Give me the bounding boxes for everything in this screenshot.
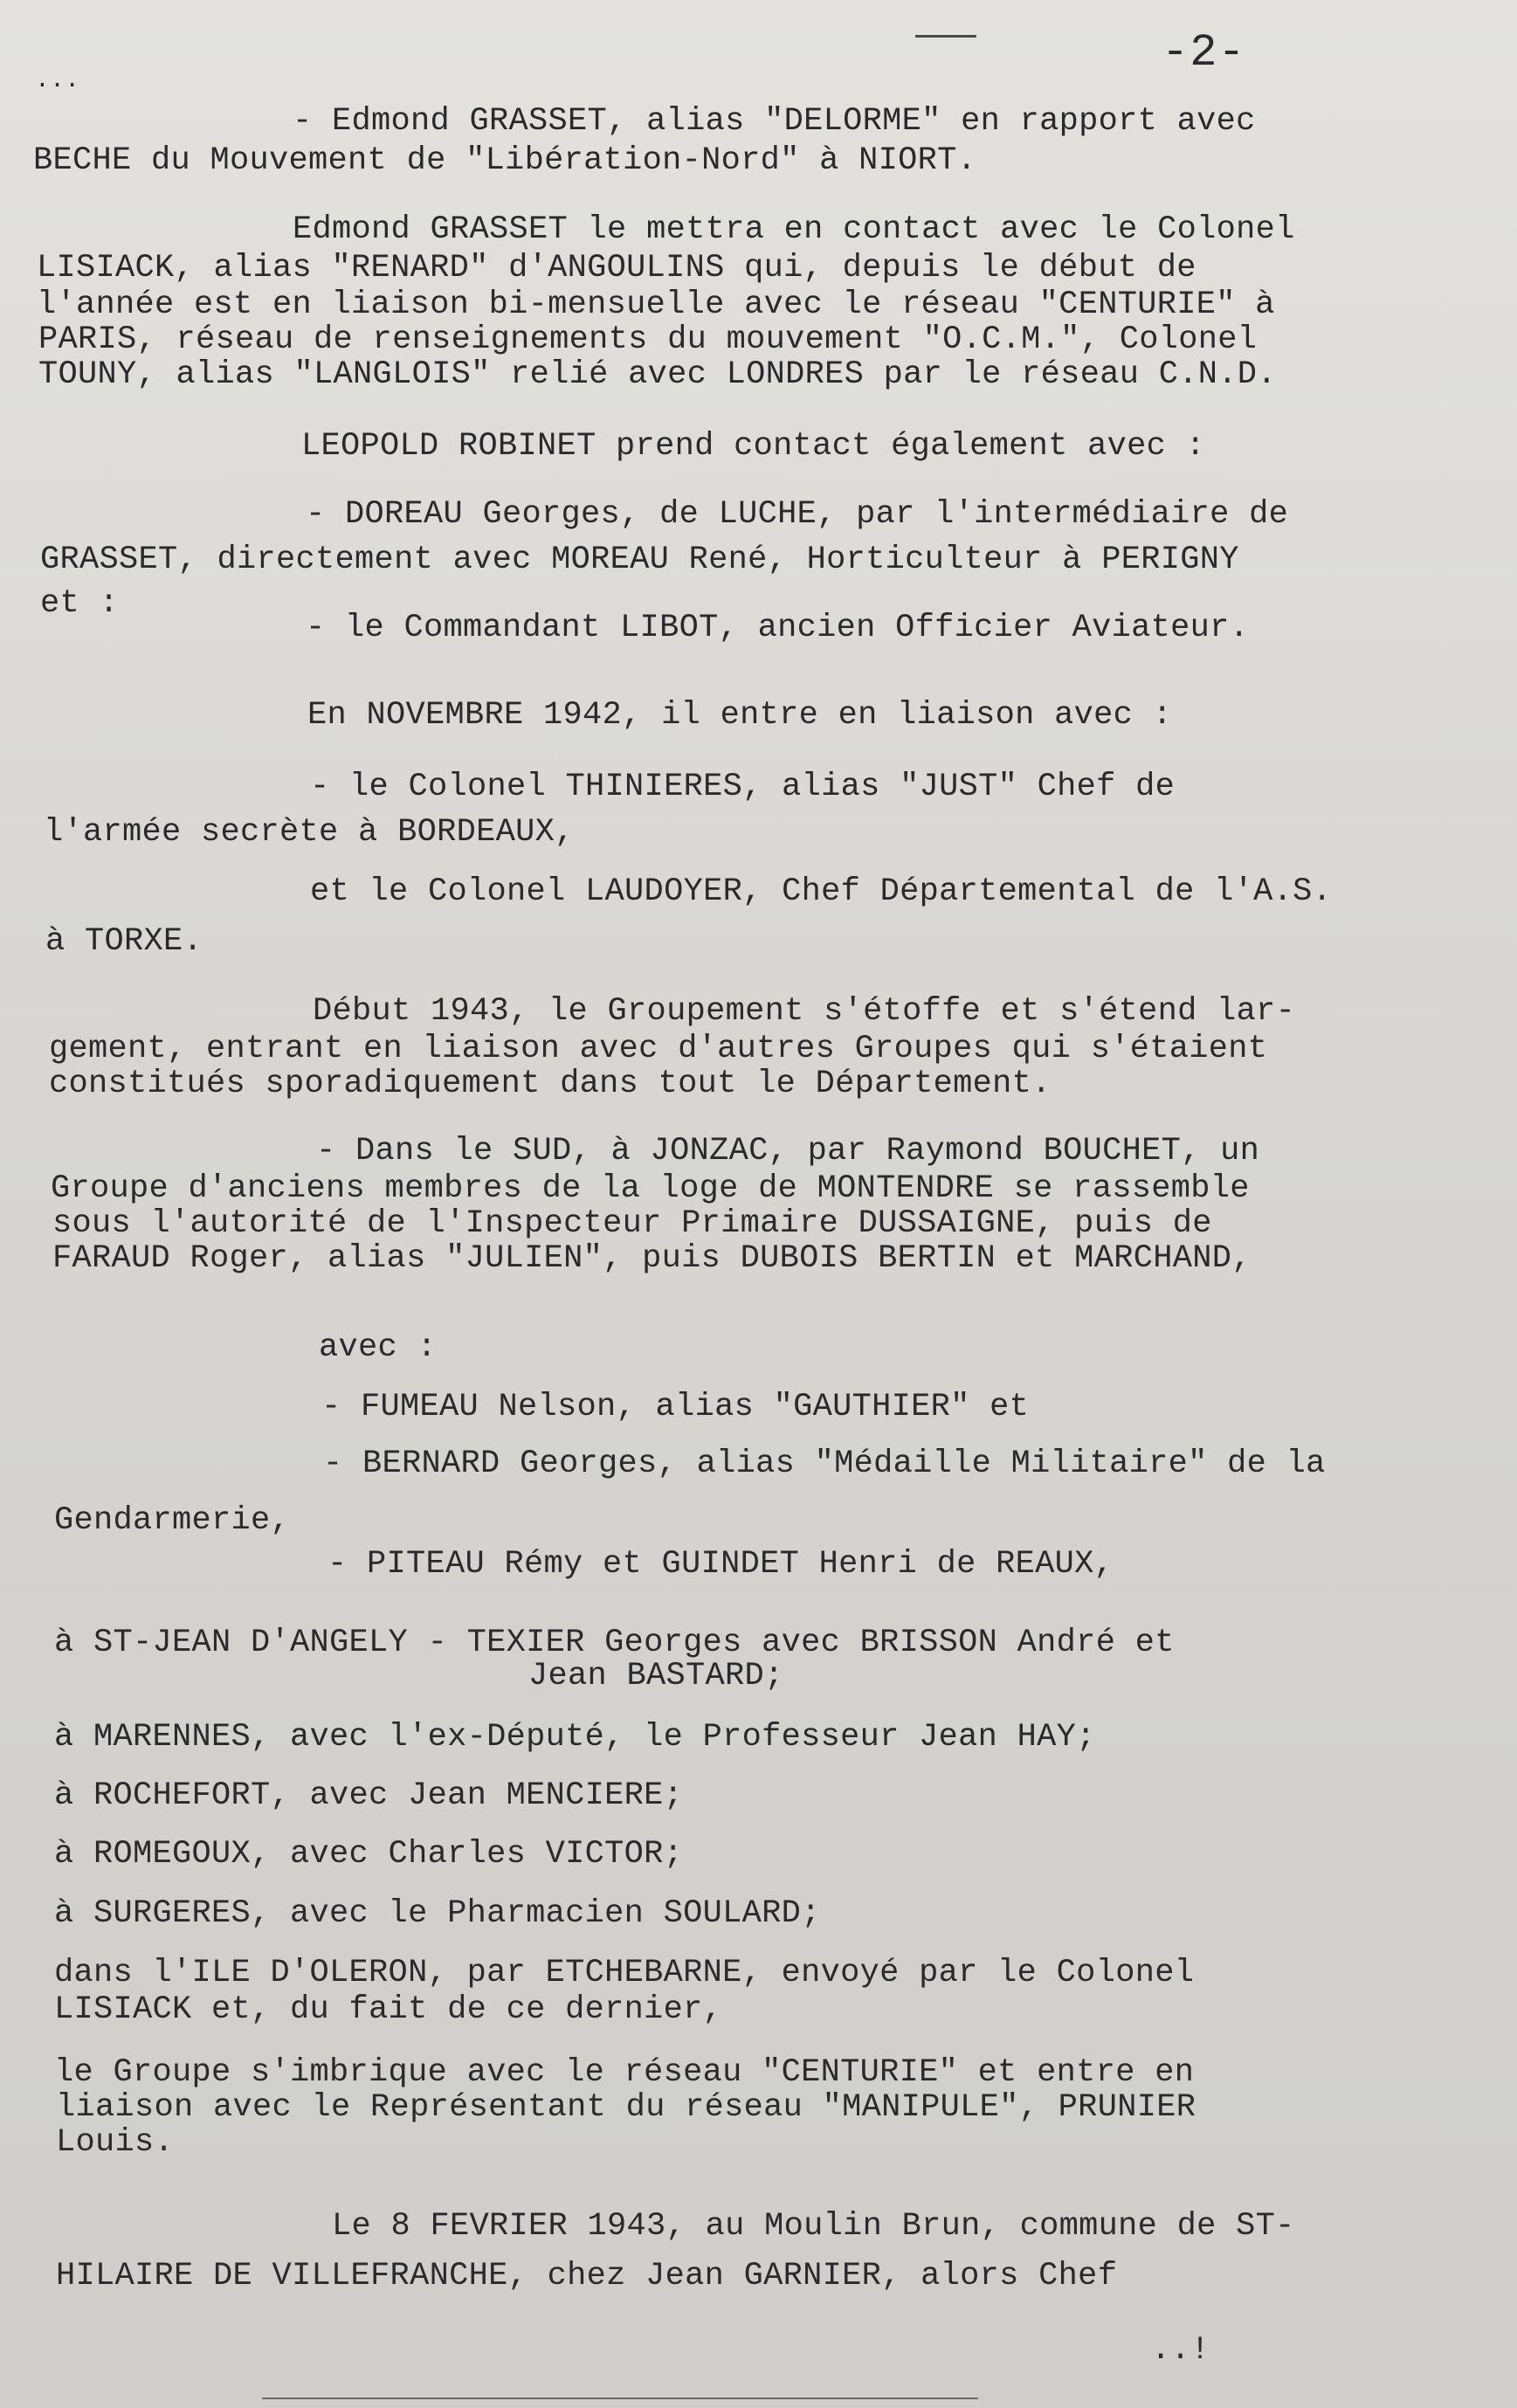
- text-line: Jean BASTARD;: [528, 1658, 784, 1694]
- text-line: - DOREAU Georges, de LUCHE, par l'intermédiaire de: [306, 496, 1289, 533]
- text-line: le Groupe s'imbrique avec le réseau "CENTURIE" et entre en: [54, 2054, 1195, 2091]
- text-line: PARIS, réseau de renseignements du mouvement "O.C.M.", Colonel: [38, 321, 1258, 358]
- text-line: avec :: [319, 1329, 438, 1366]
- text-line: à ROMEGOUX, avec Charles VICTOR;: [54, 1836, 684, 1873]
- text-line: - le Colonel THINIERES, alias "JUST" Chef de: [310, 769, 1176, 805]
- text-line: En NOVEMBRE 1942, il entre en liaison avec :: [307, 697, 1173, 734]
- text-line: gement, entrant en liaison avec d'autres Groupes qui s'étaient: [49, 1031, 1268, 1067]
- text-line: LISIACK, alias "RENARD" d'ANGOULINS qui, depuis le début de: [37, 250, 1196, 286]
- text-line: sous l'autorité de l'Inspecteur Primaire DUSSAIGNE, puis de: [52, 1205, 1212, 1242]
- text-line: Le 8 FEVRIER 1943, au Moulin Brun, commune de ST-: [332, 2208, 1295, 2245]
- text-line: - Edmond GRASSET, alias "DELORME" en rapport avec: [293, 103, 1256, 140]
- text-line: à MARENNES, avec l'ex-Député, le Professeur Jean HAY;: [54, 1719, 1096, 1756]
- text-line: FARAUD Roger, alias "JULIEN", puis DUBOIS BERTIN et MARCHAND,: [52, 1240, 1252, 1277]
- continuation-mark: ..!: [1151, 2332, 1210, 2369]
- text-line: - le Commandant LIBOT, ancien Officier Aviateur.: [306, 610, 1250, 646]
- text-line: Edmond GRASSET le mettra en contact avec le Colonel: [293, 211, 1295, 248]
- top-marks: ...: [35, 67, 80, 94]
- text-line: constitués sporadiquement dans tout le Département.: [49, 1066, 1052, 1102]
- text-line: à ST-JEAN D'ANGELY - TEXIER Georges avec BRISSON André et: [54, 1625, 1175, 1661]
- text-line: BECHE du Mouvement de "Libération-Nord" à NIORT.: [33, 142, 977, 179]
- text-line: et :: [40, 585, 120, 622]
- text-line: Louis.: [56, 2124, 175, 2161]
- text-line: LISIACK et, du fait de ce dernier,: [54, 1991, 723, 2028]
- bottom-rule: [262, 2398, 978, 2399]
- text-line: LEOPOLD ROBINET prend contact également avec :: [301, 428, 1206, 465]
- text-line: TOUNY, alias "LANGLOIS" relié avec LONDRES par le réseau C.N.D.: [38, 356, 1277, 393]
- text-line: Début 1943, le Groupement s'étoffe et s'étend lar-: [313, 993, 1296, 1030]
- text-line: à TORXE.: [45, 923, 203, 960]
- text-line: - BERNARD Georges, alias "Médaille Militaire" de la: [323, 1445, 1326, 1482]
- text-line: l'année est en liaison bi-mensuelle avec le réseau "CENTURIE" à: [37, 286, 1275, 323]
- text-line: Gendarmerie,: [54, 1502, 291, 1539]
- text-line: dans l'ILE D'OLERON, par ETCHEBARNE, envoyé par le Colonel: [54, 1955, 1195, 1991]
- text-line: l'armée secrète à BORDEAUX,: [44, 814, 575, 851]
- text-line: - PITEAU Rémy et GUINDET Henri de REAUX,: [328, 1546, 1114, 1583]
- text-line: - Dans le SUD, à JONZAC, par Raymond BOUCHET, un: [316, 1133, 1260, 1170]
- text-line: liaison avec le Représentant du réseau "MANIPULE", PRUNIER: [56, 2089, 1196, 2126]
- top-dash-mark: [915, 35, 976, 38]
- page-number: -2-: [1162, 27, 1246, 79]
- text-line: GRASSET, directement avec MOREAU René, Horticulteur à PERIGNY: [40, 542, 1239, 578]
- text-line: Groupe d'anciens membres de la loge de MONTENDRE se rassemble: [51, 1170, 1250, 1207]
- text-line: et le Colonel LAUDOYER, Chef Départemental de l'A.S.: [310, 873, 1333, 910]
- text-line: à ROCHEFORT, avec Jean MENCIERE;: [54, 1777, 684, 1814]
- text-line: - FUMEAU Nelson, alias "GAUTHIER" et: [321, 1389, 1030, 1425]
- text-line: à SURGERES, avec le Pharmacien SOULARD;: [54, 1895, 821, 1932]
- text-line: HILAIRE DE VILLEFRANCHE, chez Jean GARNIER, alors Chef: [56, 2258, 1118, 2294]
